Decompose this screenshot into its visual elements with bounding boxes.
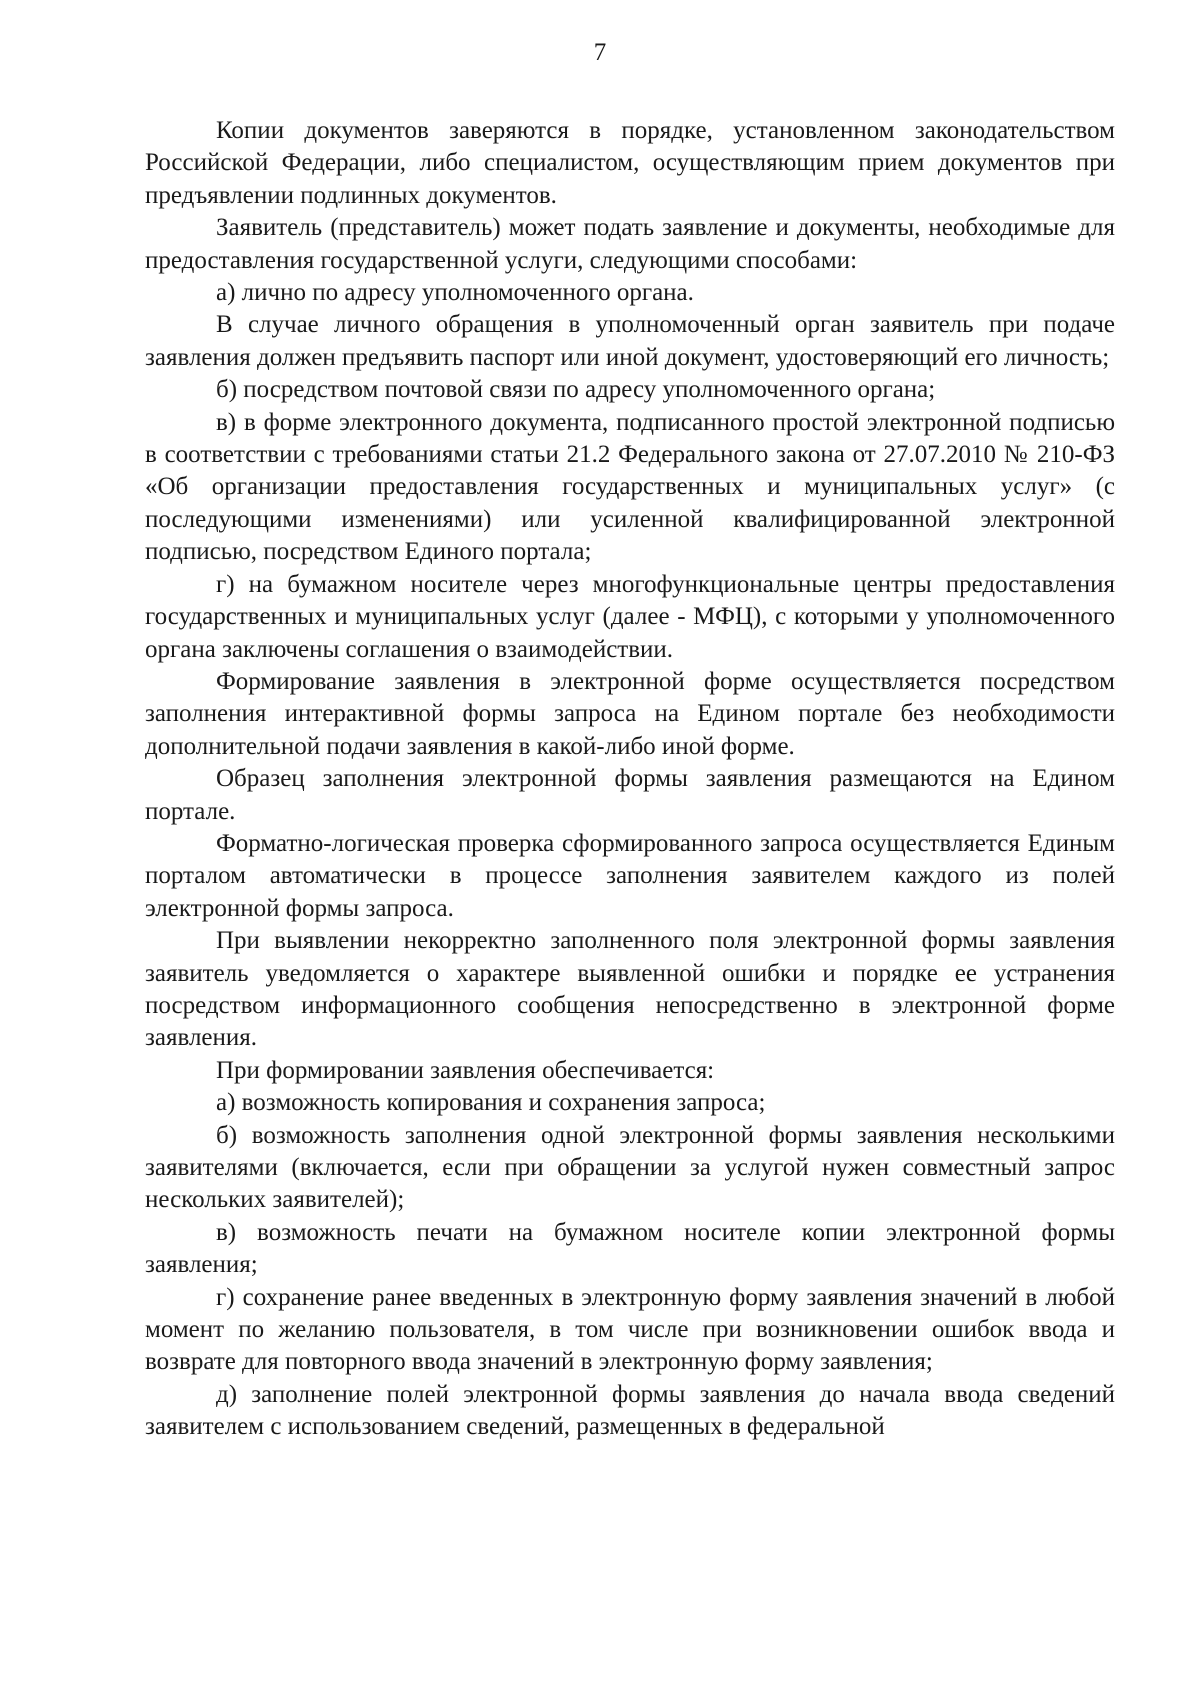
paragraph-personal-visit: В случае личного обращения в уполномоченный орган заявитель при подаче заявления должен предъявить паспорт или иной документ, удостоверяющий его личность; [145,311,1115,371]
paragraph-submission-methods: Заявитель (представитель) может подать заявление и документы, необходимые для предоставления государственной услуги, следующими способами: [145,214,1115,274]
document-body [145,115,1115,1444]
paragraph-copies-certification: Копии документов заверяются в порядке, установленном законодательством Российской Федерации, либо специалистом, осуществляющим прием документов при предъявлении подлинных документов. [145,117,1115,209]
paragraph-item-a-in-person: а) лично по адресу уполномоченного органа. [216,279,694,307]
paragraph-form-provides: При формировании заявления обеспечивается: [216,1056,715,1084]
paragraph-list-item-a: а) возможность копирования и сохранения запроса; [216,1089,766,1117]
paragraph-list-item-d: д) заполнение полей электронной формы заявления до начала ввода сведений заявителем с использованием сведений, размещенных в федеральной [145,1380,1115,1441]
paragraph-electronic-form: Формирование заявления в электронной форме осуществляется посредством заполнения интерактивной формы запроса на Едином портале без необходимости дополнительной подачи заявления в какой-либо иной форме. [145,667,1115,760]
paragraph-list-item-v: в) возможность печати на бумажном носителе копии электронной формы заявления; [145,1218,1115,1279]
paragraph-sample-form: Образец заполнения электронной формы заявления размещаются на Едином портале. [145,765,1115,825]
paragraph-item-v-electronic: в) в форме электронного документа, подписанного простой электронной подписью в соответствии с требованиями статьи 21.2 Федерального закона от 27.07.2010 № 210-ФЗ «Об организации предоставления государственных и муниципальных услуг» (с последующими изменениями) или усиленной квалифицированной электронной подписью, посредством Единого портала; [145,408,1115,566]
paragraph-item-g-mfc: г) на бумажном носителе через многофункциональные центры предоставления государственных и муниципальных услуг (далее - МФЦ), с которыми у уполномоченного органа заключены соглашения о взаимодействии. [145,570,1115,663]
paragraph-error-notification: При выявлении некорректно заполненного поля электронной формы заявления заявитель уведомляется о характере выявленной ошибки и порядке ее устранения посредством информационного сообщения непосредственно в электронной форме заявления. [145,927,1115,1052]
paragraph-item-b-postal: б) посредством почтовой связи по адресу уполномоченного органа; [216,376,936,404]
paragraph-list-item-b: б) возможность заполнения одной электронной формы заявления несколькими заявителями (включается, если при обращении за услугой нужен совместный запрос нескольких заявителей); [145,1121,1115,1214]
paragraph-format-check: Форматно-логическая проверка сформированного запроса осуществляется Единым порталом автоматически в процессе заполнения заявителем каждого из полей электронной формы запроса. [145,829,1115,922]
paragraph-list-item-g: г) сохранение ранее введенных в электронную форму заявления значений в любой момент по желанию пользователя, в том числе при возникновении ошибок ввода и возврате для повторного ввода значений в электронную форму заявления; [145,1283,1115,1376]
page-number: 7 [593,39,607,66]
